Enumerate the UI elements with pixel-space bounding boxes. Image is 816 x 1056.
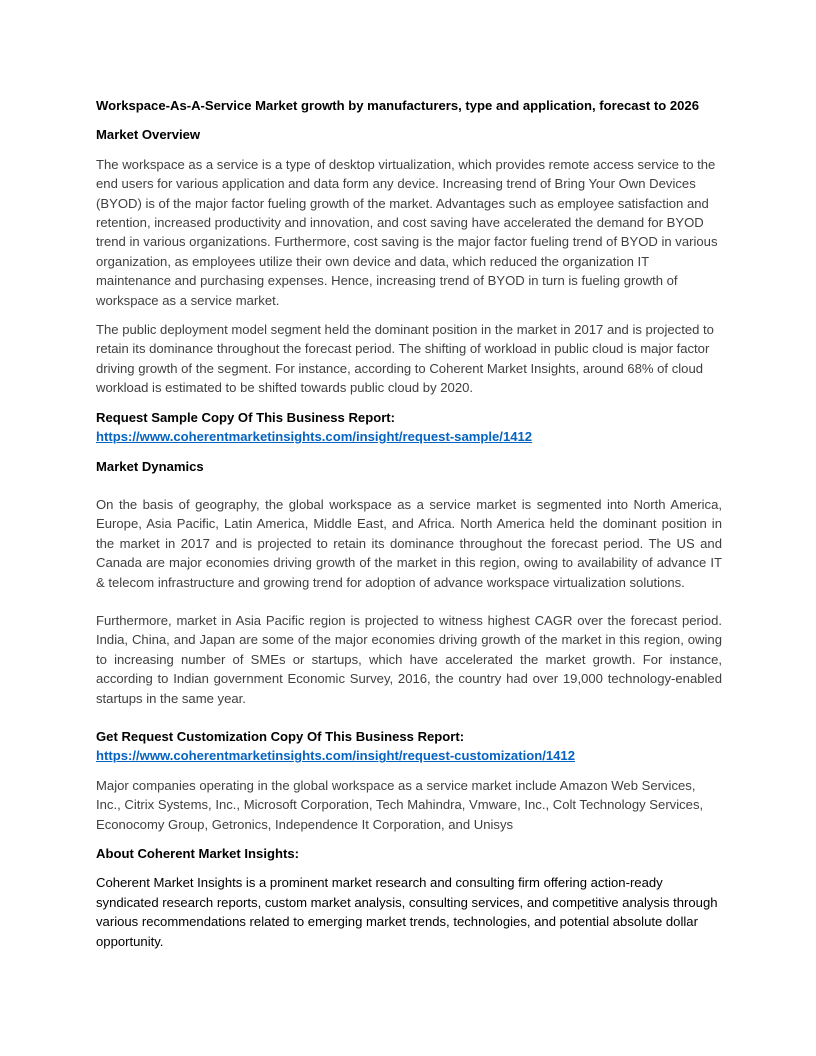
sample-request-link[interactable]: https://www.coherentmarketinsights.com/insight/request-sample/1412 — [96, 429, 533, 445]
about-heading: About Coherent Market Insights: — [96, 846, 299, 861]
companies-paragraph: Major companies operating in the global workspace as a service market include Amazon Web Services, Inc., Citrix Systems, Inc., Microsoft Corporation, Tech Mahindra, Vmware, Inc., Colt Technology Services, Econocomy Group, Getronics, Independence It Corporation, and Unisys — [96, 777, 704, 832]
customization-request-label: Get Request Customization Copy Of This Business Report: — [96, 728, 465, 744]
about-paragraph: Coherent Market Insights is a prominent market research and consulting firm offering action-ready syndicated research reports, custom market analysis, consulting services, and competitive analysis through various recommendations related to emerging market trends, technologies, and potential absolute dollar opportunity. — [96, 875, 718, 949]
market-dynamics-paragraph-1: On the basis of geography, the global workspace as a service market is segmented into North America, Europe, Asia Pacific, Latin America, Middle East, and Africa. North America held the dominant position in the market in 2017 and is projected to retain its dominance throughout the forecast period. The US and Canada are major economies driving growth of the market in this region, owing to availability of advance IT & telecom infrastructure and growing trend for adoption of advance workspace virtualization solutions. — [96, 496, 722, 590]
market-dynamics-paragraph-2: Furthermore, market in Asia Pacific region is projected to witness highest CAGR over the forecast period. India, China, and Japan are some of the major economies driving growth of the market in this region, owing to increasing number of SMEs or startups, which have accelerated the market growth. For instance, according to Indian government Economic Survey, 2016, the country had over 19,000 technology-enabled startups in the same year. — [96, 612, 722, 706]
market-overview-heading: Market Overview — [96, 127, 201, 143]
document-content — [96, 96, 722, 951]
market-dynamics-heading: Market Dynamics — [96, 458, 204, 474]
market-overview-paragraph-1: The workspace as a service is a type of desktop virtualization, which provides remote access service to the end users for various application and data form any device. Increasing trend of Bring Your Own Devices (BYOD) is of the major factor fueling growth of the market. Advantages such as employee satisfaction and retention, increased productivity and innovation, and cost saving have accelerated the demand for BYOD trend in various organizations. Furthermore, cost saving is the major factor fueling trend of BYOD in various organization, as employees utilize their own device and data, which reduced the organization IT maintenance and purchasing expenses. Hence, increasing trend of BYOD in turn is fueling growth of workspace as a service market. — [96, 156, 718, 308]
customization-request-link[interactable]: https://www.coherentmarketinsights.com/insight/request-customization/1412 — [96, 748, 575, 764]
market-overview-paragraph-2: The public deployment model segment held the dominant position in the market in 2017 and is projected to retain its dominance throughout the forecast period. The shifting of workload in public cloud is major factor driving growth of the segment. For instance, according to Coherent Market Insights, around 68% of cloud workload is estimated to be shifted towards public cloud by 2020. — [96, 322, 714, 396]
sample-request-label: Request Sample Copy Of This Business Report: — [96, 409, 396, 425]
document-title: Workspace-As-A-Service Market growth by manufacturers, type and application, forecast to 2026 — [96, 98, 699, 113]
